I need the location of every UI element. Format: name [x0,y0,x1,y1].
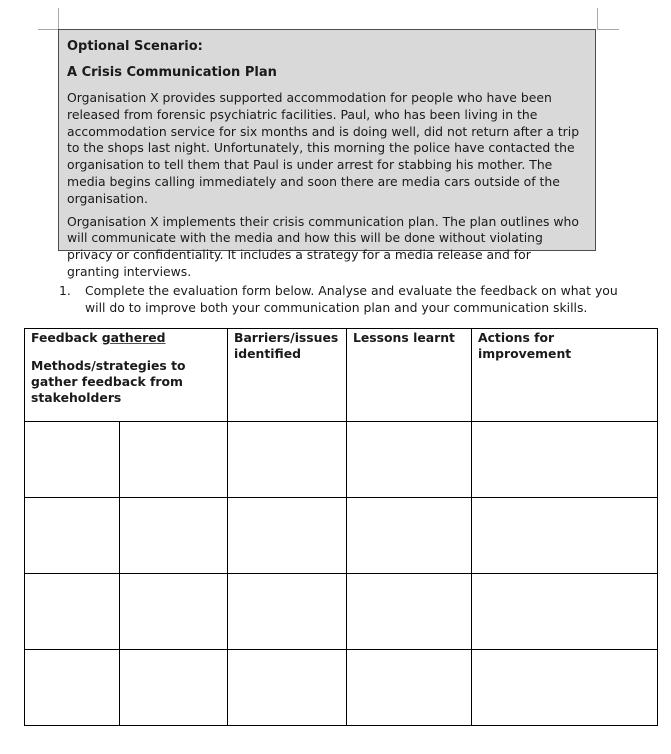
crop-mark-top-left-vertical [58,8,59,30]
table-cell[interactable] [347,422,472,498]
table-cell[interactable] [472,498,658,574]
scenario-subtitle: A Crisis Communication Plan [67,65,277,80]
table-cell[interactable] [347,650,472,726]
table-row [25,498,658,574]
header-lessons: Lessons learnt [347,329,472,422]
crop-mark-top-right-horizontal [597,29,619,30]
table-cell[interactable] [228,650,347,726]
table-cell[interactable] [472,422,658,498]
header-barriers: Barriers/issues identified [228,329,347,422]
instruction-text: Complete the evaluation form below. Analyse and evaluate the feedback on what you will do to improve both your communication plan and your communication skills. [85,283,618,315]
table-cell[interactable] [120,498,228,574]
table-cell[interactable] [228,422,347,498]
table-row [25,650,658,726]
table-cell[interactable] [25,422,120,498]
table-row [25,422,658,498]
table-cell[interactable] [120,650,228,726]
table-cell[interactable] [25,498,120,574]
table-cell[interactable] [228,498,347,574]
header-feedback-prefix: Feedback [31,330,102,345]
table-cell[interactable] [228,574,347,650]
table-header-row [25,329,658,422]
table-cell[interactable] [25,650,120,726]
header-feedback-word: gathered [101,330,166,345]
scenario-title: Optional Scenario: [67,39,203,54]
table-cell[interactable] [472,650,658,726]
table-cell[interactable] [120,422,228,498]
crop-mark-top-left-horizontal [38,29,59,30]
scenario-paragraph-2: Organisation X implements their crisis communication plan. The plan outlines who will communicate with the media and how this will be done without violating privacy or confidentiality. It includes a strategy for a media release and for granting interviews. [67,213,579,279]
instruction-item [59,282,619,316]
table-cell[interactable] [472,574,658,650]
evaluation-table [24,328,658,726]
header-actions: Actions for improvement [472,329,658,422]
header-feedback-gathered [25,329,228,422]
table-cell[interactable] [347,574,472,650]
table-row [25,574,658,650]
crop-mark-top-right-vertical [597,8,598,30]
table-cell[interactable] [25,574,120,650]
table-cell[interactable] [347,498,472,574]
instruction-number: 1. [59,283,71,298]
scenario-box [58,29,596,279]
table-cell[interactable] [120,574,228,650]
scenario-paragraph-1: Organisation X provides supported accommodation for people who have been released from forensic psychiatric facilities. Paul, who has been living in the accommodation service for six months and is doing well, did not return after a trip to the shops last night. Unfortunately, this morning the police have contacted the organisation to tell them that Paul is under arrest for stabbing his mother. The media begins calling immediately and soon there are media cars outside of the organisation. [67,90,580,206]
header-methods: Methods/strategies to gather feedback from stakeholders [31,358,186,405]
